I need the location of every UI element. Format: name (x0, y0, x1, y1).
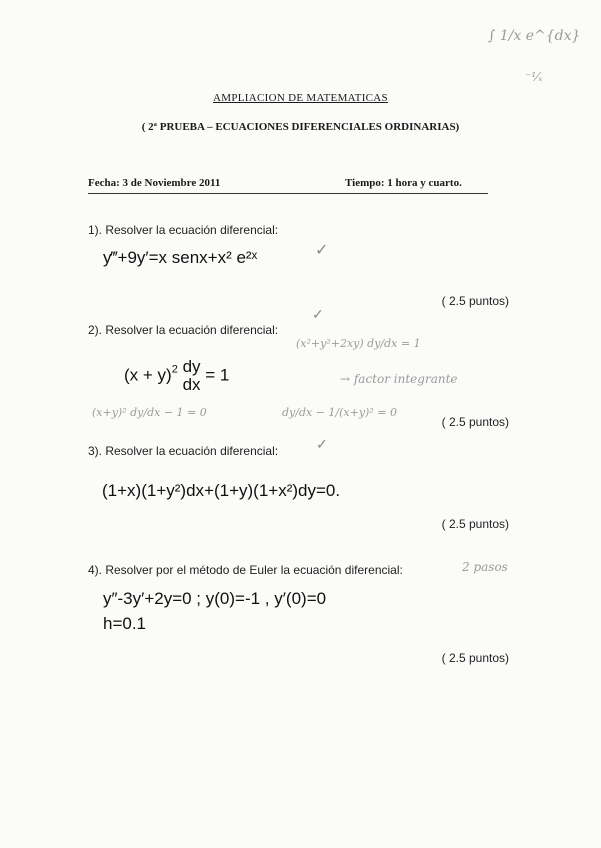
question-2-exponent: 2 (171, 363, 178, 376)
question-2-points: ( 2.5 puntos) (441, 415, 509, 429)
question-2-rhs: = 1 (205, 365, 230, 385)
checkmark-icon: ✓ (316, 438, 328, 453)
question-3-points: ( 2.5 puntos) (441, 517, 509, 531)
question-4-equation-line1: y″-3y′+2y=0 ; y(0)=-1 , y′(0)=0 (103, 589, 327, 608)
exam-duration: Tiempo: 1 hora y cuarto. (345, 177, 462, 189)
header-divider (88, 193, 488, 194)
handwritten-mark: ⁻¹⁄ₓ (525, 70, 543, 84)
question-4-equation-line2: h=0.1 (103, 614, 147, 633)
question-1-prompt: 1). Resolver la ecuación diferencial: (88, 223, 279, 237)
exam-date: Fecha: 3 de Noviembre 2011 (88, 177, 221, 189)
question-2-lhs: (x + y) (124, 365, 172, 385)
handwritten-note-q4: 2 pasos (462, 560, 508, 574)
question-4-prompt: 4). Resolver por el método de Euler la ecuación diferencial: (88, 563, 403, 577)
handwritten-note-q2-1: (x²+y²+2xy) dy/dx = 1 (296, 337, 421, 350)
question-2-equation (124, 358, 229, 394)
question-1-points: ( 2.5 puntos) (441, 294, 509, 308)
question-4-points: ( 2.5 puntos) (441, 651, 509, 665)
derivative-numerator: dy (182, 357, 201, 376)
checkmark-icon: ✓ (315, 242, 329, 259)
handwritten-integral: ∫ 1/x e^{dx} (488, 28, 581, 44)
handwritten-note-q2-3: (x+y)² dy/dx − 1 = 0 (92, 406, 207, 419)
handwritten-note-q2-4: dy/dx − 1/(x+y)² = 0 (282, 406, 397, 419)
exam-title: AMPLIACION DE MATEMATICAS (213, 92, 388, 104)
checkmark-icon: ✓ (312, 308, 324, 323)
question-3-equation: (1+x)(1+y²)dx+(1+y)(1+x²)dy=0. (102, 481, 341, 500)
question-1-equation: y‴+9y′=x senx+x² e²ˣ (103, 248, 258, 267)
exam-subtitle: ( 2ª PRUEBA – ECUACIONES DIFERENCIALES ORDINARIAS) (141, 121, 460, 133)
question-2-prompt: 2). Resolver la ecuación diferencial: (88, 323, 279, 337)
question-2-derivative (183, 358, 201, 394)
derivative-denominator: dx (182, 375, 201, 394)
question-3-prompt: 3). Resolver la ecuación diferencial: (88, 444, 279, 458)
handwritten-note-q2-2: → factor integrante (340, 372, 458, 386)
